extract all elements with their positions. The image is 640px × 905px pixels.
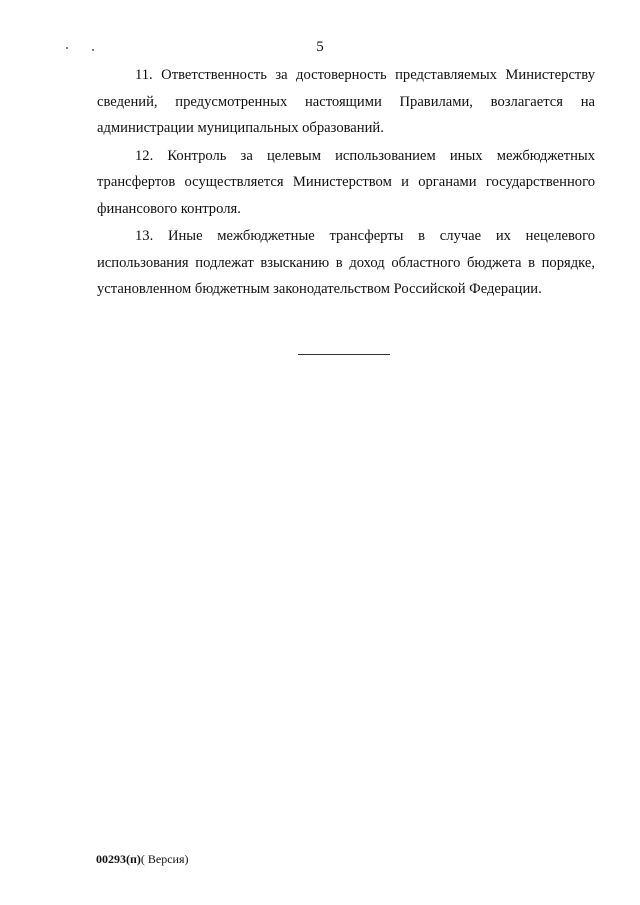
page-number: 5	[316, 39, 324, 55]
paragraph-12: 12. Контроль за целевым использованием иных межбюджетных трансфертов осуществляется Министерством и органами государственного финансового контроля.	[97, 147, 595, 217]
end-separator-line	[298, 354, 390, 355]
document-version: ( Версия)	[140, 852, 189, 866]
paragraph-11: 11. Ответственность за достоверность представляемых Министерству сведений, предусмотренных настоящими Правилами, возлагается на администрации муниципальных образований.	[97, 67, 595, 136]
document-footer	[96, 852, 189, 866]
document-code: 00293(п)	[96, 852, 141, 866]
document-body	[97, 62, 595, 303]
paragraph-13: 13. Иные межбюджетные трансферты в случае их нецелевого использования подлежат взысканию в доход областного бюджета в порядке, установленном бюджетным законодательством Российской Федерации.	[97, 228, 595, 297]
